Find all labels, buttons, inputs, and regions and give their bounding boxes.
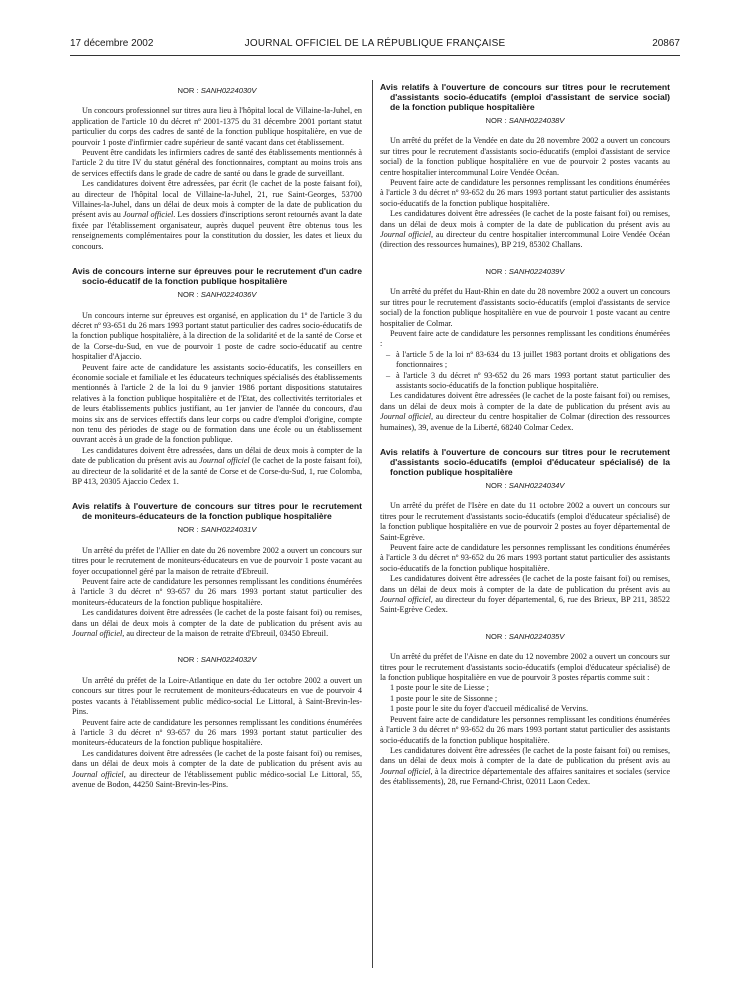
notice-heading: Avis relatifs à l'ouverture de concours sur titres pour le recrutement d'assistants socio-éducatifs (emploi d'éducateur spécialisé) de la fonction publique hospitalière bbox=[380, 446, 670, 477]
nor-reference: NOR : SANH0224035V bbox=[485, 631, 565, 641]
nor-reference: NOR : SANH0224036V bbox=[177, 290, 257, 300]
nor-reference: NOR : SANH0224031V bbox=[177, 525, 257, 535]
nor-reference: NOR : SANH0224034V bbox=[485, 480, 565, 490]
page-header bbox=[70, 38, 680, 52]
notice-heading: Avis de concours interne sur épreuves pour le recrutement d'un cadre socio-éducatif de la fonction publique hospitalière bbox=[72, 266, 362, 287]
notice-paragraph: Un concours professionnel sur titres aura lieu à l'hôpital local de Villaine-la-Juhel, en application de l'article 10 du décret nº 2001-1375 du 31 décembre 2001 portant statut particulier du corps des cadres de santé de la fonction publique hospitalière, en vue de pourvoir 1 poste d'infirmier cadre supérieur de santé vacant dans cet établissement. bbox=[72, 106, 362, 147]
notice-section bbox=[72, 501, 362, 639]
notice-paragraph: Un concours interne sur épreuves est organisé, en application du 1º de l'article 3 du décret nº 93-651 du 26 mars 1993 portant statut particulier des cadres socio-éducatifs de la fonction publique hospitalière, à la direction de la solidarité et de la santé de Corse et de la Corse-du-Sud, en vue de pourvoir 1 poste de cadre socio-éducatif au centre hospitalier d'Ajaccio. bbox=[72, 310, 362, 362]
notice-paragraph: Les candidatures doivent être adressées (le cachet de la poste faisant foi) ou remises, dans un délai de deux mois à compter de la date de publication du présent avis au Journal officiel, au directeur de l'établissement public médico-social Le Littoral, 55, avenue de Bodon, 44250 Saint-Brevin-les-Pins. bbox=[72, 748, 362, 789]
header-page-number: 20867 bbox=[652, 38, 680, 49]
notice-paragraph: Les candidatures doivent être adressées, par écrit (le cachet de la poste faisant foi), au directeur de l'hôpital local de Villaine-la-Juhel, 21, rue Saint-Georges, 53700 Villaines-la-Juhel, dans un délai de deux mois à compter de la date de publication du présent avis au Journal officiel. Les dossiers d'inscriptions seront retournés avant la date fixée par l'établissement organisateur, auprès duquel peuvent être obtenus tous les renseignements complémentaires pour la constitution du dossier, les dates et lieux du concours. bbox=[72, 179, 362, 251]
column-divider bbox=[372, 80, 373, 968]
notice-paragraph: Peuvent faire acte de candidature les personnes remplissant les conditions énumérées à l'article 3 du décret nº 93-657 du 26 mars 1993 portant statut particulier des moniteurs-éducateurs de la fonction publique hospitalière. bbox=[72, 577, 362, 607]
list-item: – à l'article 3 du décret nº 93-652 du 26 mars 1993 portant statut particulier des assistants socio-éducatifs de la fonction publique hospitalière. bbox=[386, 370, 670, 390]
nor-reference: NOR : SANH0224030V bbox=[177, 86, 257, 95]
notice-paragraph: Les candidatures doivent être adressées (le cachet de la poste faisant foi) ou remises, dans un délai de deux mois à compter de la date de publication du présent avis au Journal officiel, au directeur du foyer départemental, 6, rue des Brieux, BP 211, 38522 Saint-Egrève Cedex. bbox=[380, 574, 670, 615]
notice-section bbox=[380, 632, 670, 788]
nor-reference: NOR : SANH0224038V bbox=[485, 116, 565, 125]
notice-paragraph: Un arrêté du préfet de la Loire-Atlantique en date du 1er octobre 2002 a ouvert un concours sur titres pour le recrutement de moniteurs-éducateurs en vue de pourvoir 4 postes vacants à l'établissement public médico-social Le Littoral, à Saint-Brevin-les-Pins. bbox=[72, 675, 362, 717]
header-title: JOURNAL OFFICIEL DE LA RÉPUBLIQUE FRANÇAISE bbox=[244, 38, 506, 49]
notice-paragraph: Les candidatures doivent être adressées (le cachet de la poste faisant foi) ou remises, dans un délai de deux mois à compter de la date de publication du présent avis au Journal officiel, au directeur de la maison de retraite d'Ebreuil, 03450 Ebreuil. bbox=[72, 608, 362, 639]
list-item: 1 poste pour le site du foyer d'accueil médicalisé de Vervins. bbox=[390, 704, 588, 714]
section-gap bbox=[72, 639, 362, 651]
notice-paragraph: Peuvent faire acte de candidature les personnes remplissant les conditions énumérées à l'article 3 du décret nº 93-652 du 26 mars 1993 portant statut particulier des assistants socio-éducatifs de la fonction publique hospitalière. bbox=[380, 178, 670, 208]
notice-paragraph: Les candidatures doivent être adressées (le cachet de la poste faisant foi) ou remises, dans un délai de deux mois à compter de la date de publication du présent avis au Journal officiel, au directeur du centre hospitalier intercommunal Loire Vendée Océan (direction des ressources humaines), BP 219, 85302 Challans. bbox=[380, 209, 670, 250]
notice-section bbox=[72, 655, 362, 790]
notice-section bbox=[72, 266, 362, 487]
list-item: 1 poste pour le site de Liesse ; bbox=[390, 683, 489, 693]
notice-paragraph: Les candidatures doivent être adressées (le cachet de la poste faisant foi) ou remises, dans un délai de deux mois à compter de la date de publication du présent avis au Journal officiel, à la directrice départementale des affaires sanitaires et sociales (service des établissements), 28, rue Fernand-Christ, 02011 Laon Cedex. bbox=[380, 745, 670, 787]
notice-section bbox=[72, 86, 362, 252]
left-column bbox=[72, 82, 362, 790]
notice-paragraph: Un arrêté du préfet de la Vendée en date du 28 novembre 2002 a ouvert un concours sur titres pour le recrutement d'assistants socio-éducatifs (emploi d'assistant de service social) de la fonction publique hospitalière en vue de pourvoir 2 postes vacants au centre hospitalier intercommunal Loire Vendée Océan. bbox=[380, 136, 670, 177]
right-column bbox=[380, 82, 670, 788]
notice-paragraph: Les candidatures doivent être adressées, dans un délai de deux mois à compter de la date de publication du présent avis au Journal officiel (le cachet de la poste faisant foi), au directeur de la solidarité et de la santé de Corse et de Corse-du-Sud, 1, rue Colomba, BP 413, 20305 Ajaccio Cedex 1. bbox=[72, 445, 363, 486]
list-item: – à l'article 5 de la loi nº 83-634 du 13 juillet 1983 portant droits et obligations des fonctionnaires ; bbox=[386, 349, 670, 370]
notice-section bbox=[380, 82, 670, 251]
notice-heading: Avis relatifs à l'ouverture de concours sur titres pour le recrutement de moniteurs-éducateurs de la fonction publique hospitalière bbox=[72, 501, 362, 522]
notice-section bbox=[380, 267, 670, 433]
section-gap bbox=[380, 616, 670, 628]
notice-heading: Avis relatifs à l'ouverture de concours sur titres pour le recrutement d'assistants socio-éducatifs (emploi d'assistant de service social) de la fonction publique hospitalière bbox=[380, 82, 670, 112]
notice-paragraph: Les candidatures doivent être adressées (le cachet de la poste faisant foi) ou remises, dans un délai de deux mois à compter de la date de publication du présent avis au Journal officiel, au directeur du centre hospitalier de Colmar (direction des ressources humaines), 39, avenue de la Liberté, 68240 Colmar Cedex. bbox=[380, 391, 670, 432]
section-gap bbox=[380, 251, 670, 263]
notice-section bbox=[380, 447, 670, 616]
notice-paragraph: Un arrêté du préfet de l'Isère en date du 11 octobre 2002 a ouvert un concours sur titres pour le recrutement d'assistants socio-éducatifs (emploi d'éducateur spécialisé) de la fonction publique hospitalière en vue de pourvoir 2 postes au foyer départemental de Saint-Egrève. bbox=[380, 501, 670, 542]
notice-paragraph: Peuvent faire acte de candidature les personnes remplissant les conditions énumérées à l'article 3 du décret nº 93-652 du 26 mars 1993 portant statut particulier des assistants socio-éducatifs de la fonction publique hospitalière. bbox=[380, 543, 670, 573]
notice-paragraph: Peuvent faire acte de candidature les assistants socio-éducatifs, les conseillers en économie sociale et familiale et les éducateurs techniques spécialisés des établissements mentionnés à l'article 2 de la loi du 9 janvier 1986 portant dispositions statutaires relatives à la fonction publique hospitalière et de l'Etat, des collectivités territoriales et de leurs établissements publics justifiant, au 1er janvier de l'année du concours, d'au moins six ans de services effectifs dans leur corps ou cadre d'emploi d'origine, compte non tenu des périodes de stage ou de formation dans une école ou un établissement ouvrant accès à un grade de la fonction publique. bbox=[72, 362, 362, 445]
notice-paragraph: Peuvent être candidats les infirmiers cadres de santé des établissements mentionnés à l'article 2 du titre IV du statut général des fonctionnaires, comptant au moins trois ans de services effectifs dans le grade de cadre de santé ou dans le grade de surveillant. bbox=[72, 148, 362, 178]
header-date: 17 décembre 2002 bbox=[70, 38, 154, 49]
notice-paragraph: Peuvent faire acte de candidature les personnes remplissant les conditions énumérées : bbox=[380, 328, 670, 349]
header-rule bbox=[70, 55, 680, 56]
notice-paragraph: Un arrêté du préfet de l'Allier en date du 26 novembre 2002 a ouvert un concours sur titres pour le recrutement de moniteurs-éducateurs en vue de pourvoir 1 poste vacant au foyer occupationnel géré par la maison de retraite d'Ebreuil. bbox=[72, 545, 362, 576]
nor-reference: NOR : SANH0224039V bbox=[485, 266, 565, 276]
list-item: 1 poste pour le site de Sissonne ; bbox=[390, 693, 498, 703]
notice-paragraph: Peuvent faire acte de candidature les personnes remplissant les conditions énumérées à l'article 3 du décret nº 93-657 du 26 mars 1993 portant statut particulier des moniteurs-éducateurs de la fonction publique hospitalière. bbox=[72, 717, 362, 748]
notice-paragraph: Peuvent faire acte de candidature les personnes remplissant les conditions énumérées à l'article 3 du décret nº 93-652 du 26 mars 1993 portant statut particulier des assistants socio-éducatifs de la fonction publique hospitalière. bbox=[380, 714, 670, 745]
notice-paragraph: Un arrêté du préfet de l'Aisne en date du 12 novembre 2002 a ouvert un concours sur titres pour le recrutement d'assistants socio-éducatifs (emploi d'éducateur spécialisé) de la fonction publique hospitalière en vue de pourvoir 3 postes répartis comme suit : bbox=[380, 652, 670, 683]
notice-paragraph: Un arrêté du préfet du Haut-Rhin en date du 28 novembre 2002 a ouvert un concours sur titres pour le recrutement d'assistants socio-éducatifs (emploi d'assistants de service social) de la fonction publique hospitalière en vue de pourvoir 1 poste vacant au centre hospitalier de Colmar. bbox=[380, 287, 670, 328]
nor-reference: NOR : SANH0224032V bbox=[177, 655, 257, 665]
